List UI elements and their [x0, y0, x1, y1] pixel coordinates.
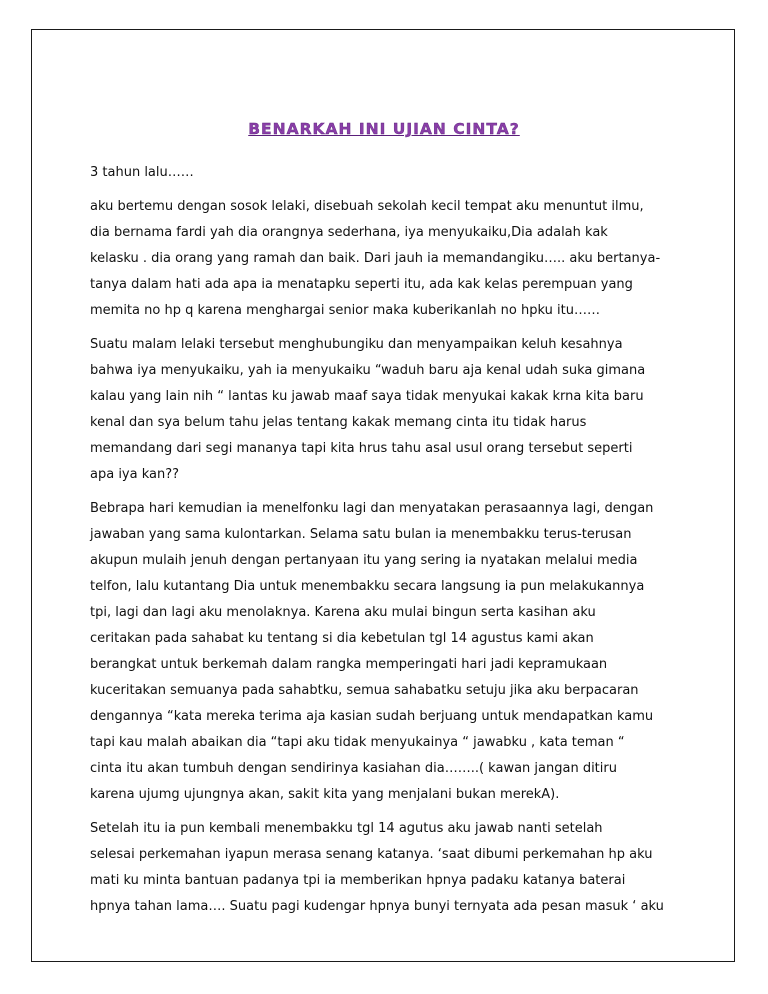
text-line: cinta itu akan tumbuh dengan sendirinya kasiahan dia……..( kawan jangan ditiru: [90, 761, 617, 776]
text-line: aku bertemu dengan sosok lelaki, disebuah sekolah kecil tempat aku menuntut ilmu,: [90, 199, 644, 214]
text-line: apa iya kan??: [90, 467, 180, 482]
text-line: bahwa iya menyukaiku, yah ia menyukaiku “waduh baru aja kenal udah suka gimana: [90, 363, 646, 378]
text-line: telfon, lalu kutantang Dia untuk menembakku secara langsung ia pun melakukannya: [90, 579, 645, 594]
paragraph-2: [90, 332, 690, 488]
text-line: jawaban yang sama kulontarkan. Selama satu bulan ia menembakku terus-terusan: [90, 527, 632, 542]
text-line: dengannya “kata mereka terima aja kasian sudah berjuang untuk mendapatkan kamu: [90, 709, 654, 724]
text-line: karena ujumg ujungnya akan, sakit kita yang menjalani bukan merekA).: [90, 787, 560, 802]
intro-line: 3 tahun lalu……: [90, 165, 194, 180]
text-line: ceritakan pada sahabat ku tentang si dia kebetulan tgl 14 agustus kami akan: [90, 631, 594, 646]
paragraph-3: [90, 496, 690, 808]
text-line: memita no hp q karena menghargai senior maka kuberikanlah no hpku itu……: [90, 303, 600, 318]
document-body: [90, 160, 690, 928]
paragraph-4: [90, 816, 690, 920]
document-title: BENARKAH INI UJIAN CINTA?: [248, 120, 520, 138]
text-line: tanya dalam hati ada apa ia menatapku seperti itu, ada kak kelas perempuan yang: [90, 277, 633, 292]
text-line: tapi kau malah abaikan dia “tapi aku tidak menyukainya “ jawabku , kata teman “: [90, 735, 625, 750]
text-line: kalau yang lain nih “ lantas ku jawab maaf saya tidak menyukai kakak krna kita baru: [90, 389, 644, 404]
paragraph-1: [90, 194, 690, 324]
text-line: selesai perkemahan iyapun merasa senang katanya. ‘saat dibumi perkemahan hp aku: [90, 847, 653, 862]
text-line: Suatu malam lelaki tersebut menghubungiku dan menyampaikan keluh kesahnya: [90, 337, 623, 352]
text-line: kuceritakan semuanya pada sahabtku, semua sahabatku setuju jika aku berpacaran: [90, 683, 639, 698]
text-line: tpi, lagi dan lagi aku menolaknya. Karena aku mulai bingun serta kasihan aku: [90, 605, 596, 620]
text-line: memandang dari segi mananya tapi kita hrus tahu asal usul orang tersebut seperti: [90, 441, 633, 456]
text-line: kelasku . dia orang yang ramah dan baik. Dari jauh ia memandangiku….. aku bertanya-: [90, 251, 661, 266]
text-line: berangkat untuk berkemah dalam rangka memperingati hari jadi kepramukaan: [90, 657, 608, 672]
text-line: hpnya tahan lama…. Suatu pagi kudengar hpnya bunyi ternyata ada pesan masuk ‘ aku: [90, 899, 664, 914]
text-line: mati ku minta bantuan padanya tpi ia memberikan hpnya padaku katanya baterai: [90, 873, 626, 888]
text-line: akupun mulaih jenuh dengan pertanyaan itu yang sering ia nyatakan melalui media: [90, 553, 638, 568]
text-line: Bebrapa hari kemudian ia menelfonku lagi dan menyatakan perasaannya lagi, dengan: [90, 501, 654, 516]
text-line: dia bernama fardi yah dia orangnya sederhana, iya menyukaiku,Dia adalah kak: [90, 225, 608, 240]
text-line: kenal dan sya belum tahu jelas tentang kakak memang cinta itu tidak harus: [90, 415, 587, 430]
text-line: Setelah itu ia pun kembali menembakku tgl 14 agutus aku jawab nanti setelah: [90, 821, 603, 836]
